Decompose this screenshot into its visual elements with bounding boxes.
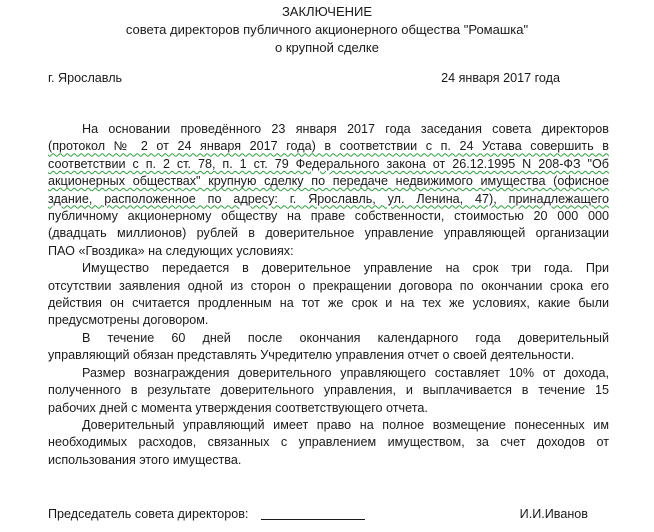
paragraph-line: использования этого имущества. (48, 452, 242, 467)
paragraph-line: действия он считается продленным на тот же срок и на тех же условиях, какие были (48, 296, 609, 311)
paragraph-line: (протокол № 2 от 24 января 2017 года) в соответствии с п. 24 Устава совершить в (48, 139, 609, 154)
paragraph-line: управляющий обязан представлять Учредителю управления отчет о своей деятельности. (48, 348, 575, 363)
paragraph-1 (48, 121, 609, 260)
signature-row (48, 506, 588, 522)
document-title: ЗАКЛЮЧЕНИЕ (281, 4, 373, 19)
paragraph-line: Размер вознаграждения доверительного управляющего составляет 10% от дохода, (82, 365, 609, 380)
paragraph-line: публичному акционерному обществу на праве собственности, стоимостью 20 000 000 (48, 209, 609, 224)
paragraph-line: полученного в результате доверительного управления, и выплачивается в течение 15 (48, 383, 609, 398)
paragraph-line: акционерных обществах" крупную сделку по передаче недвижимого имущества (офисное (48, 174, 609, 189)
paragraph-2 (48, 260, 609, 330)
signature-line (261, 519, 365, 520)
signatory-name: И.И.Иванов (519, 507, 588, 521)
paragraph-line: рабочих дней с момента утверждения соответствующего отчета. (48, 400, 428, 415)
document-body (48, 121, 609, 469)
document-subtitle: совета директоров публичного акционерного общества "Ромашка" (125, 22, 529, 37)
paragraph-line: необходимых расходов, связанных с управлением имуществом, за счет доходов от (48, 435, 609, 450)
paragraph-line: В течение 60 дней после окончания календарного года доверительный (82, 330, 609, 345)
paragraph-line: предусмотрены договором. (48, 313, 209, 328)
paragraph-line: здание, расположенное по адресу: г. Ярославль, ул. Ленина, 47), принадлежащего (48, 191, 609, 206)
paragraph-5 (48, 417, 609, 469)
paragraph-3 (48, 330, 609, 365)
paragraph-line: ПАО «Гвоздика» на следующих условиях: (48, 243, 294, 258)
document-subject: о крупной сделке (275, 40, 379, 55)
paragraph-line: отсутствии заявления одной из сторон о прекращении договора по окончании срока его (48, 278, 609, 293)
paragraph-line: На основании проведённого 23 января 2017 года заседания совета директоров (82, 122, 609, 136)
paragraph-line: Имущество передается в доверительное управление на срок три года. При (82, 261, 609, 276)
paragraph-line: соответствии с п. 2 ст. 78, п. 1 ст. 79 Федерального закона от 26.12.1995 N 208-ФЗ "Об (48, 156, 609, 171)
document-date: 24 января 2017 года (441, 71, 560, 85)
document-place: г. Ярославль (48, 71, 123, 85)
signatory-role: Председатель совета директоров: (48, 507, 249, 521)
place-date-row (48, 70, 560, 86)
paragraph-4 (48, 365, 609, 417)
paragraph-line: Доверительный управляющий имеет право на полное возмещение понесенных им (82, 417, 609, 432)
paragraph-line: (двадцать миллионов) рублей в доверительное управление управляющей организации (48, 226, 609, 241)
